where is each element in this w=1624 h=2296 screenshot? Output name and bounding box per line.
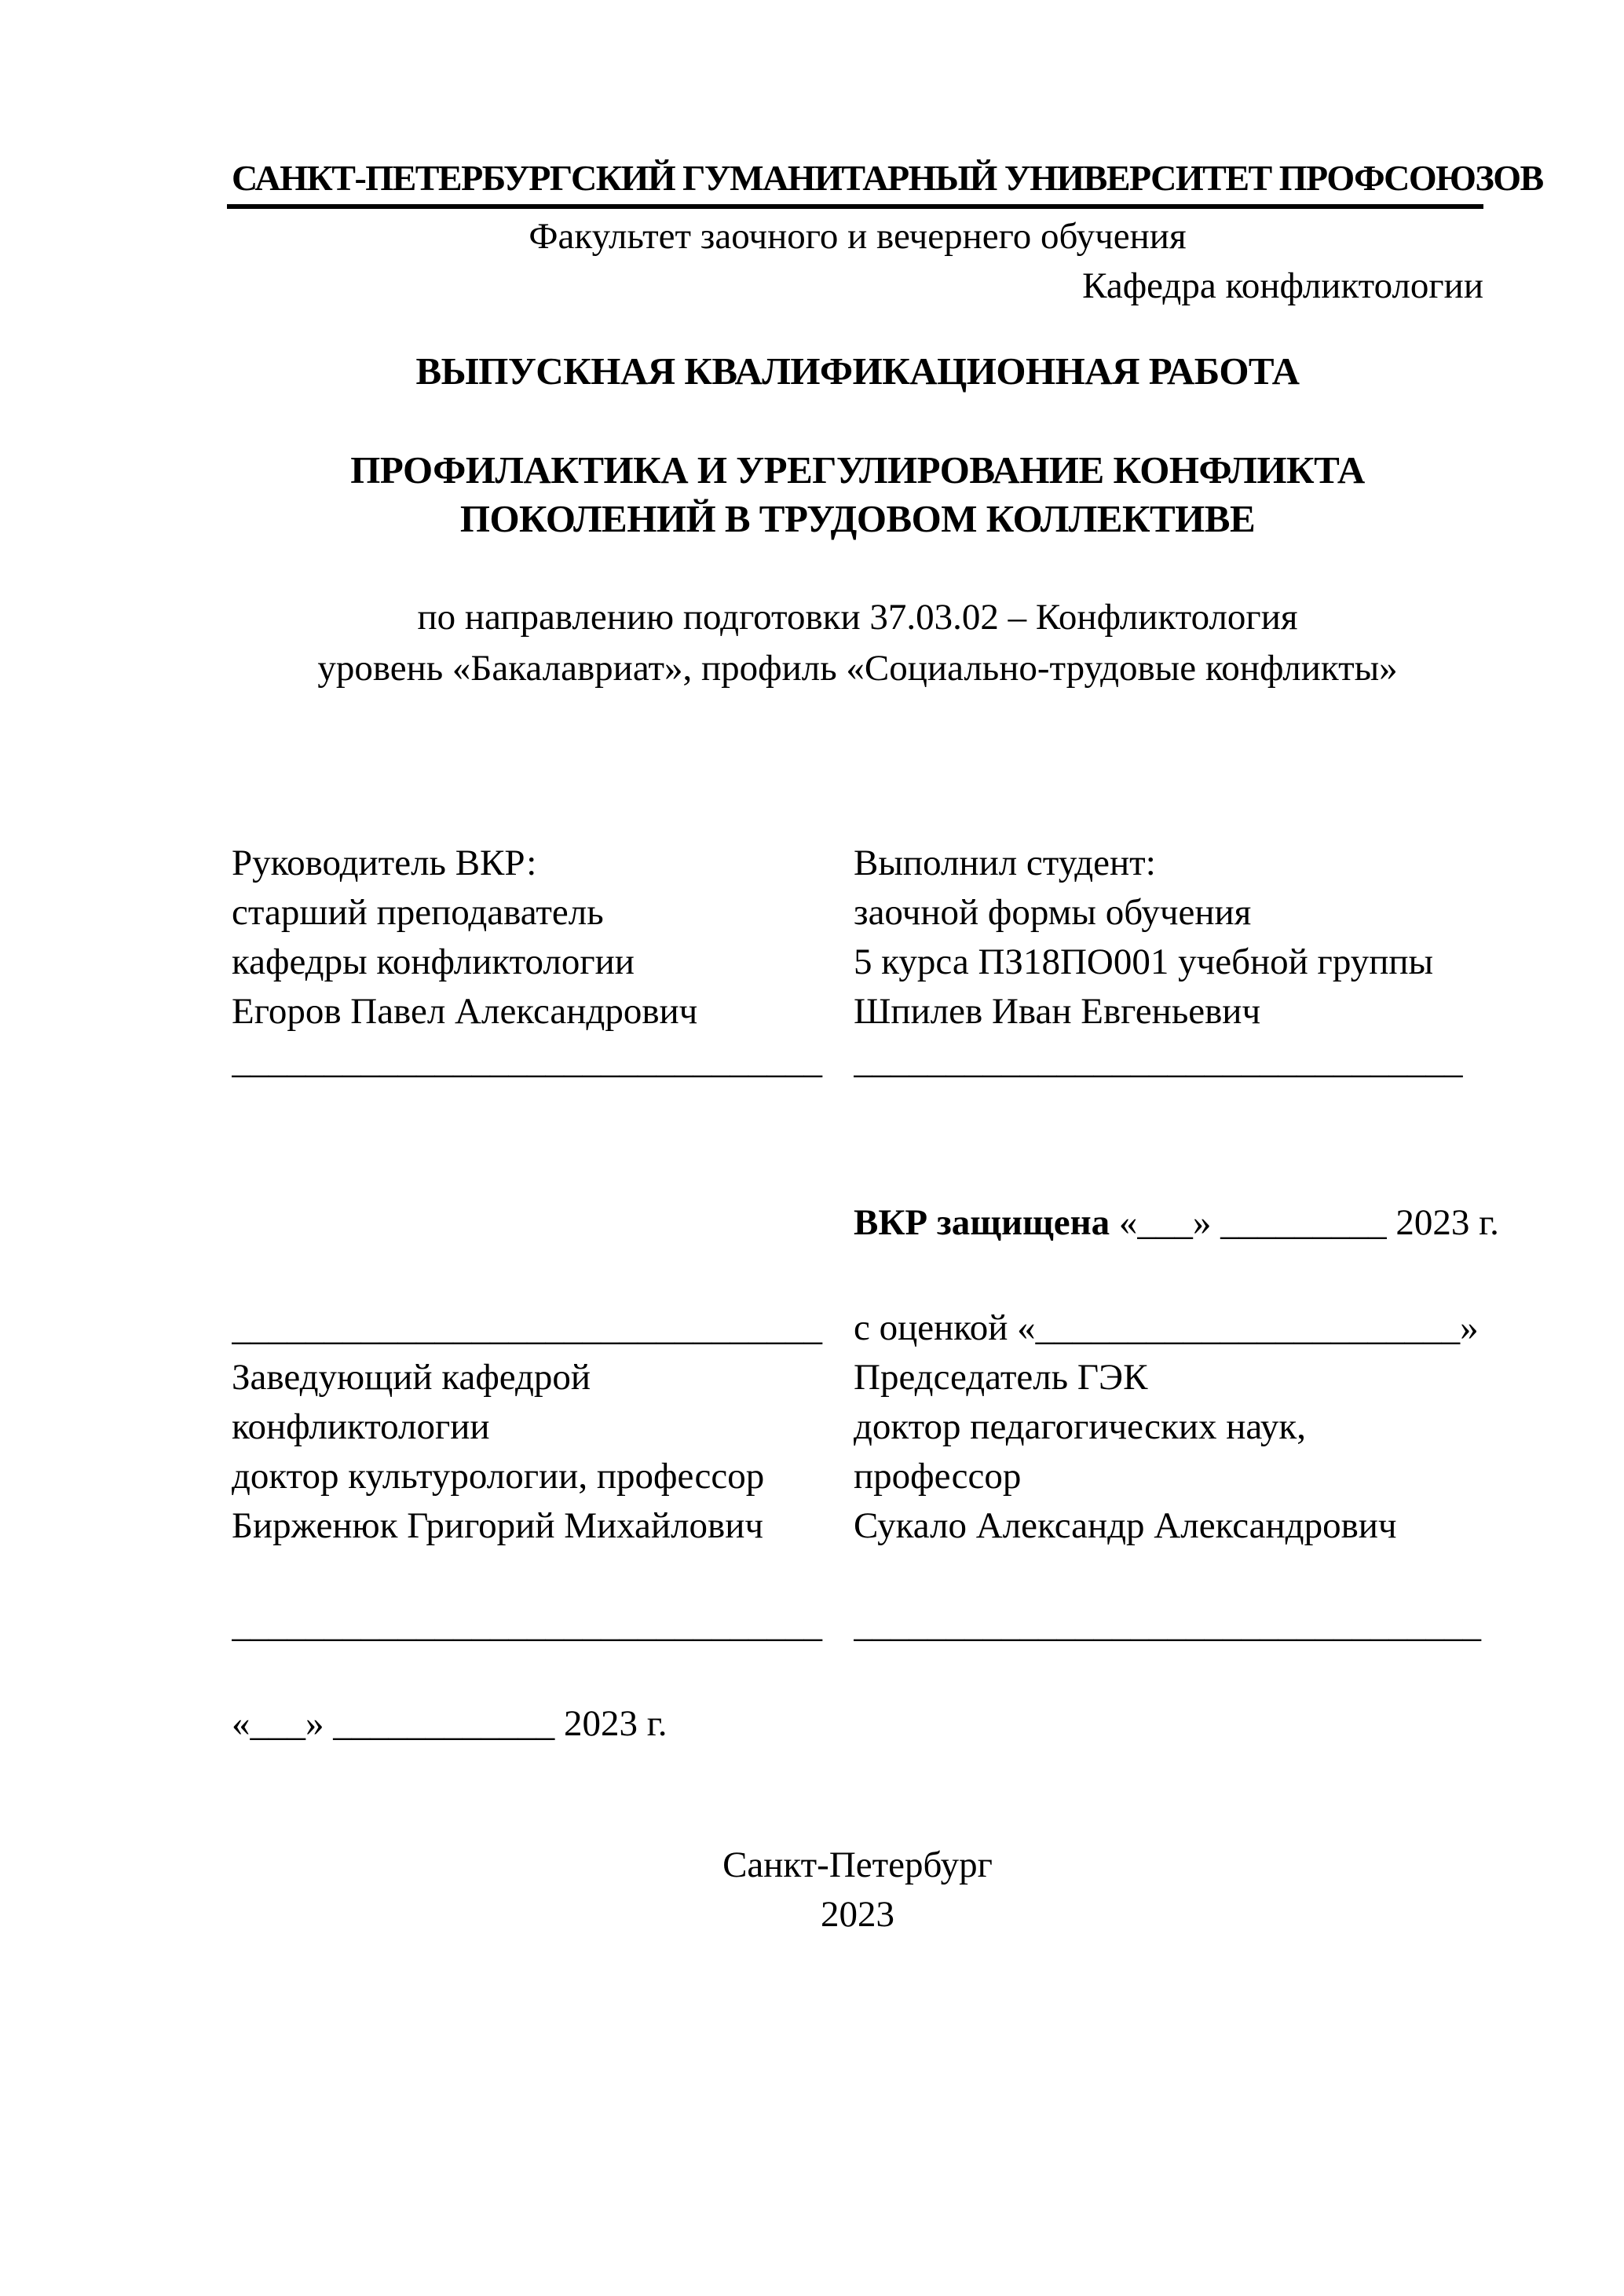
student-column	[854, 839, 1483, 1086]
supervisor-column	[232, 839, 854, 1086]
defense-date-blank: «___» _________ 2023 г.	[1110, 1202, 1499, 1243]
committee-chair-role: Председатель ГЭК	[854, 1357, 1148, 1398]
committee-chair-name: Сукало Александр Александрович	[854, 1505, 1397, 1546]
supervisor-signature-line: ________________________________	[232, 1040, 822, 1081]
student-role-label: Выполнил студент:	[854, 843, 1156, 883]
student-signature-line: _________________________________	[854, 1040, 1463, 1081]
student-name: Шпилев Иван Евгеньевич	[854, 991, 1261, 1032]
supervisor-position-line-1: старший преподаватель	[232, 892, 604, 933]
thesis-title	[232, 446, 1483, 543]
thesis-title-line-1: ПРОФИЛАКТИКА И УРЕГУЛИРОВАНИЕ КОНФЛИКТА	[350, 448, 1365, 492]
footer-city: Санкт-Петербург	[722, 1844, 993, 1885]
committee-chair-column	[854, 1303, 1483, 1551]
program-direction: по направлению подготовки 37.03.02 – Конфликтология	[417, 597, 1298, 638]
work-type-heading: ВЫПУСКНАЯ КВАЛИФИКАЦИОННАЯ РАБОТА	[415, 349, 1300, 393]
defense-date-row	[232, 1198, 1499, 1248]
student-group: 5 курса ПЗ18ПО001 учебной группы	[854, 941, 1434, 982]
student-study-form: заочной формы обучения	[854, 892, 1252, 933]
thesis-title-line-2: ПОКОЛЕНИЙ В ТРУДОВОМ КОЛЛЕКТИВЕ	[459, 497, 1256, 540]
department-head-signature-line: ________________________________	[232, 1307, 822, 1348]
supervisor-position-line-2: кафедры конфликтологии	[232, 941, 635, 982]
supervisor-role-label: Руководитель ВКР:	[232, 843, 537, 883]
committee-chair-degree-line-1: доктор педагогических наук,	[854, 1406, 1306, 1447]
header-divider-rule	[227, 204, 1483, 209]
head-chair-block	[232, 1303, 1483, 1551]
supervisor-student-block	[232, 839, 1483, 1086]
supervisor-name: Егоров Павел Александрович	[232, 991, 698, 1032]
department-head-signature-line-2: ________________________________	[232, 1604, 822, 1645]
department-head-name: Бирженюк Григорий Михайлович	[232, 1505, 764, 1546]
department-head-role-line-1: Заведующий кафедрой	[232, 1357, 591, 1398]
department-head-degree: доктор культурологии, профессор	[232, 1456, 765, 1497]
committee-chair-signature-line: __________________________________	[854, 1604, 1481, 1645]
committee-chair-degree-line-2: профессор	[854, 1456, 1022, 1497]
defense-label: ВКР защищена	[854, 1202, 1110, 1243]
university-name: САНКТ-ПЕТЕРБУРГСКИЙ ГУМАНИТАРНЫЙ УНИВЕРСИТЕТ ПРОФСОЮЗОВ	[232, 158, 1543, 198]
faculty-name: Факультет заочного и вечернего обучения	[529, 216, 1187, 257]
bottom-signature-row	[232, 1600, 1483, 1650]
department-name: Кафедра конфликтологии	[1082, 265, 1483, 306]
head-date-row	[232, 1699, 1483, 1749]
defense-date-line	[854, 1198, 1499, 1248]
program-info	[232, 592, 1483, 694]
grade-blank-line: с оценкой «_______________________»	[854, 1307, 1479, 1348]
department-head-role-line-2: конфликтологии	[232, 1406, 490, 1447]
program-level-profile: уровень «Бакалавриат», профиль «Социально-трудовые конфликты»	[317, 648, 1398, 689]
footer	[232, 1841, 1483, 1940]
department-head-date-blank: «___» ____________ 2023 г.	[232, 1703, 668, 1744]
department-head-column	[232, 1303, 854, 1551]
footer-year: 2023	[821, 1894, 894, 1935]
